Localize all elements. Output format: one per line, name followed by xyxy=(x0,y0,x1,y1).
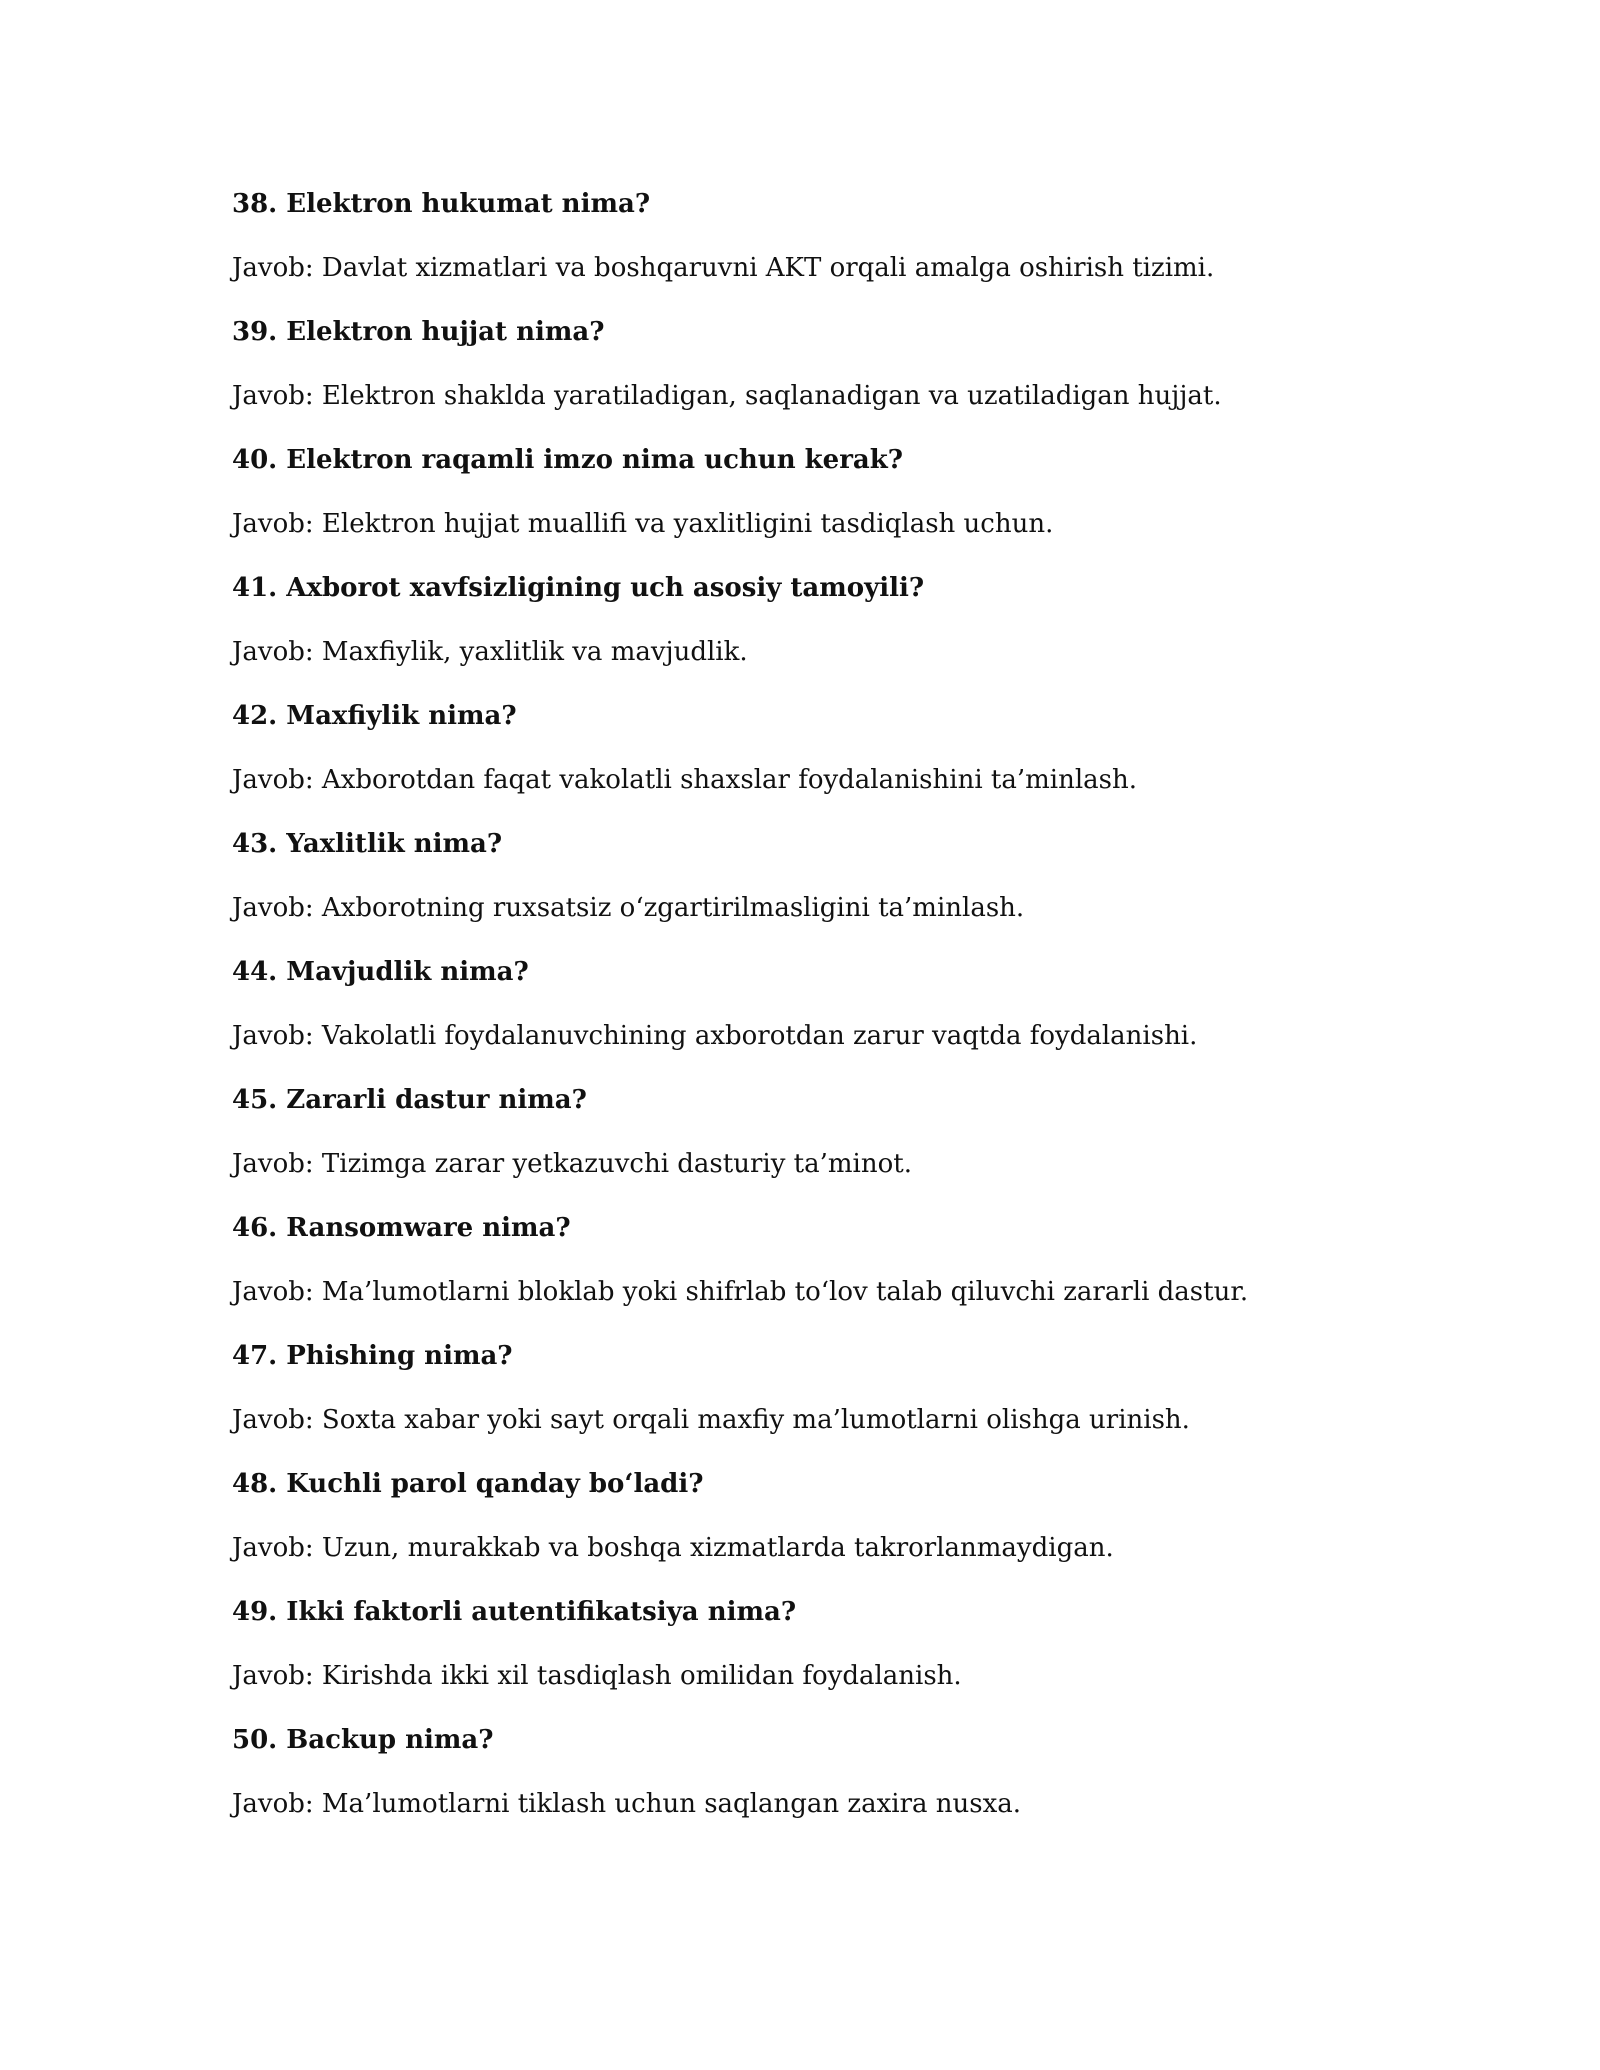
question-heading: 39. Elektron hujjat nima? xyxy=(232,317,605,347)
document-page xyxy=(232,178,1432,1842)
answer-text: Javob: Vakolatli foydalanuvchining axborotdan zarur vaqtda foydalanishi. xyxy=(232,1021,1198,1051)
answer-text: Javob: Kirishda ikki xil tasdiqlash omilidan foydalanish. xyxy=(232,1661,962,1691)
question-heading: 46. Ransomware nima? xyxy=(232,1213,571,1243)
qa-item-47 xyxy=(232,1330,1432,1446)
answer-text: Javob: Tizimga zarar yetkazuvchi dasturiy ta’minot. xyxy=(232,1149,912,1179)
qa-item-46 xyxy=(232,1202,1432,1318)
question-heading: 40. Elektron raqamli imzo nima uchun kerak? xyxy=(232,445,904,475)
question-heading: 47. Phishing nima? xyxy=(232,1341,513,1371)
qa-item-40 xyxy=(232,434,1432,550)
question-heading: 48. Kuchli parol qanday boʻladi? xyxy=(232,1469,704,1499)
question-heading: 45. Zararli dastur nima? xyxy=(232,1085,587,1115)
qa-item-41 xyxy=(232,562,1432,678)
question-heading: 44. Mavjudlik nima? xyxy=(232,957,529,987)
qa-item-38 xyxy=(232,178,1432,294)
answer-text: Javob: Ma’lumotlarni tiklash uchun saqlangan zaxira nusxa. xyxy=(232,1789,1022,1819)
question-heading: 42. Maxfiylik nima? xyxy=(232,701,517,731)
qa-item-45 xyxy=(232,1074,1432,1190)
answer-text: Javob: Axborotning ruxsatsiz oʻzgartirilmasligini ta’minlash. xyxy=(232,893,1025,923)
answer-text: Javob: Elektron hujjat muallifi va yaxlitligini tasdiqlash uchun. xyxy=(232,509,1054,539)
answer-text: Javob: Uzun, murakkab va boshqa xizmatlarda takrorlanmaydigan. xyxy=(232,1533,1114,1563)
qa-item-50 xyxy=(232,1714,1432,1830)
qa-item-49 xyxy=(232,1586,1432,1702)
answer-text: Javob: Axborotdan faqat vakolatli shaxslar foydalanishini ta’minlash. xyxy=(232,765,1138,795)
qa-item-39 xyxy=(232,306,1432,422)
question-heading: 50. Backup nima? xyxy=(232,1725,494,1755)
qa-item-43 xyxy=(232,818,1432,934)
question-heading: 49. Ikki faktorli autentifikatsiya nima? xyxy=(232,1597,797,1627)
answer-text: Javob: Soxta xabar yoki sayt orqali maxfiy ma’lumotlarni olishga urinish. xyxy=(232,1405,1190,1435)
answer-text: Javob: Ma’lumotlarni bloklab yoki shifrlab toʻlov talab qiluvchi zararli dastur. xyxy=(232,1277,1249,1307)
answer-text: Javob: Elektron shaklda yaratiladigan, saqlanadigan va uzatiladigan hujjat. xyxy=(232,381,1222,411)
answer-text: Javob: Maxfiylik, yaxlitlik va mavjudlik. xyxy=(232,637,748,667)
qa-item-44 xyxy=(232,946,1432,1062)
question-heading: 43. Yaxlitlik nima? xyxy=(232,829,503,859)
question-heading: 38. Elektron hukumat nima? xyxy=(232,189,651,219)
answer-text: Javob: Davlat xizmatlari va boshqaruvni AKT orqali amalga oshirish tizimi. xyxy=(232,253,1215,283)
qa-item-42 xyxy=(232,690,1432,806)
question-heading: 41. Axborot xavfsizligining uch asosiy tamoyili? xyxy=(232,573,925,603)
qa-item-48 xyxy=(232,1458,1432,1574)
